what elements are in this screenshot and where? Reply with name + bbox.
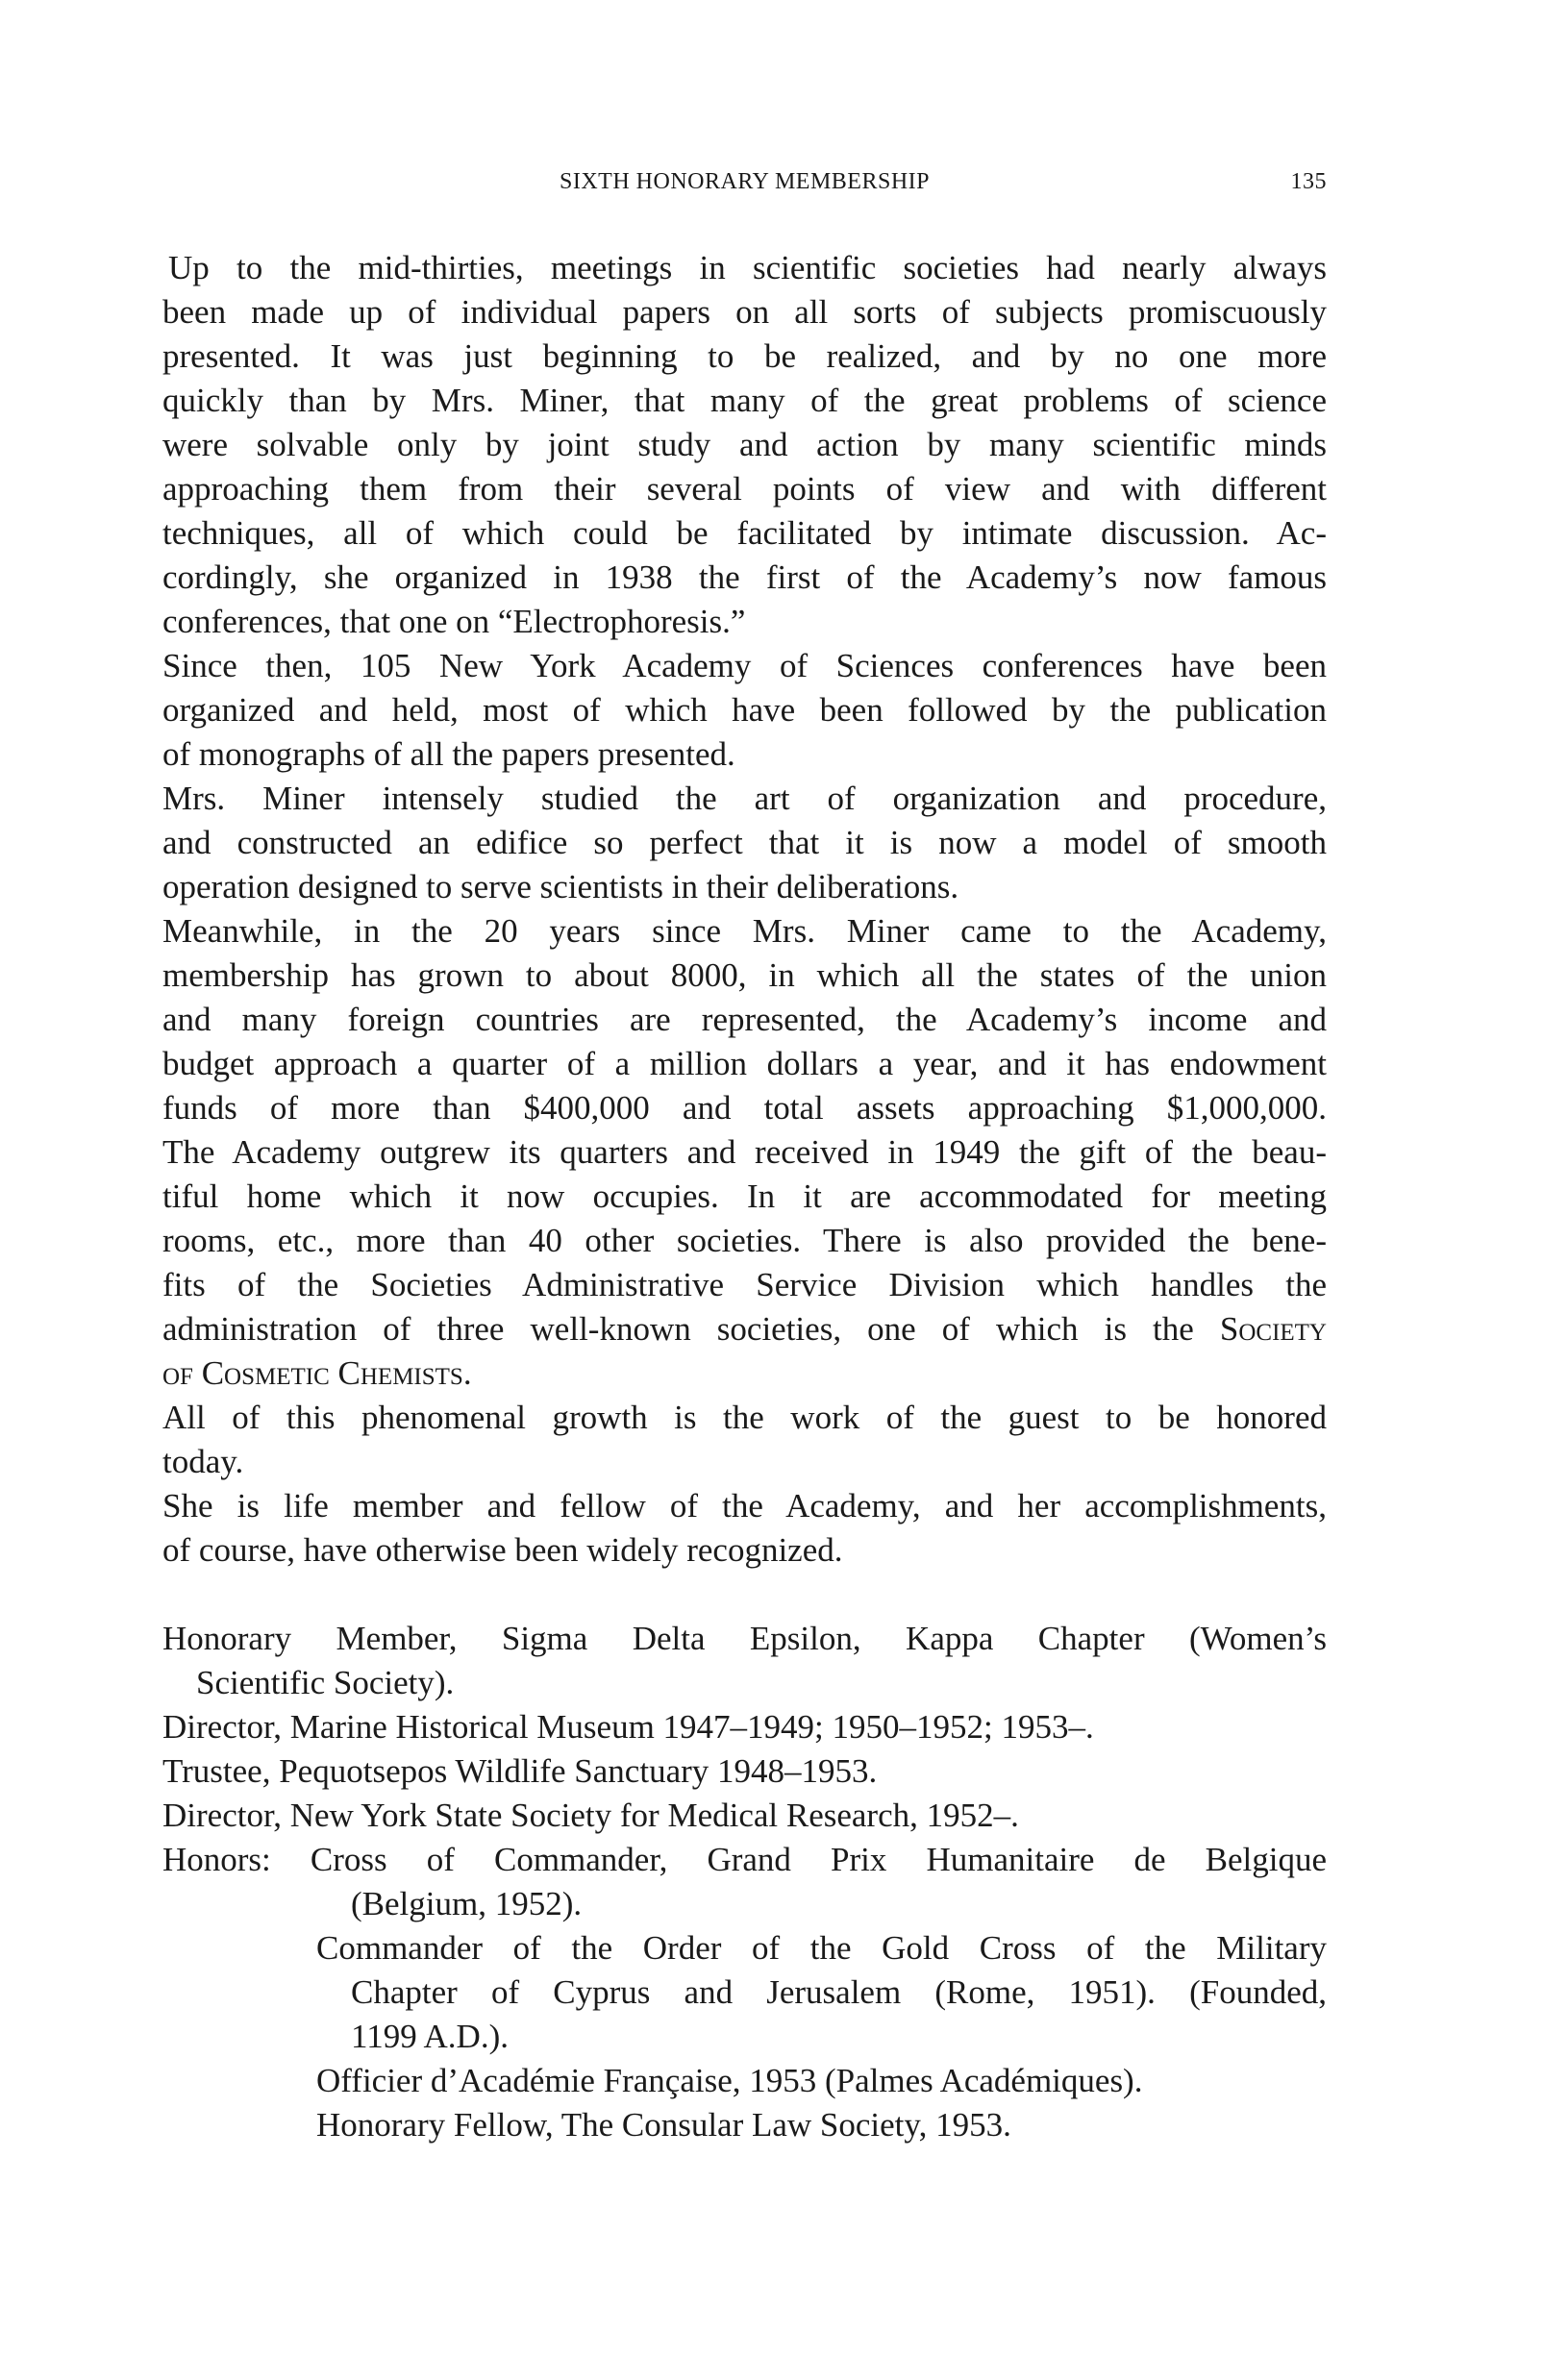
text-line: and many foreign countries are represented, the Academy’s income and [162,1001,1327,1038]
list-item-line: Director, New York State Society for Medical Research, 1952–. [162,1797,1019,1834]
honors-list [162,1617,1327,2147]
list-item-line: Honorary Member, Sigma Delta Epsilon, Kappa Chapter (Women’s [162,1620,1327,1657]
paragraph [162,1396,1327,1484]
small-caps-word: Society [1219,1310,1327,1348]
list-item-line: Officier d’Académie Française, 1953 (Palmes Académiques). [316,2062,1143,2099]
running-head [162,169,1327,202]
text-line: of monographs of all the papers presented. [162,735,735,773]
text-line: membership has grown to about 8000, in which all the states of the union [162,956,1327,994]
text-line: cordingly, she organized in 1938 the first of the Academy’s now famous [162,558,1327,596]
page-number: 135 [1290,169,1327,194]
text-line: approaching them from their several points of view and with different [162,470,1327,508]
paragraph [162,909,1327,1396]
text-line: of Cosmetic Chemists. [162,1354,472,1392]
text-line: were solvable only by joint study and action by many scientific minds [162,426,1327,463]
list-item-line: Chapter of Cyprus and Jerusalem (Rome, 1951). (Founded, [351,1973,1327,2011]
text-line: Mrs. Miner intensely studied the art of organization and procedure, [162,780,1327,817]
text-line: Since then, 105 New York Academy of Sciences conferences have been [162,647,1327,684]
list-item-line: Commander of the Order of the Gold Cross of the Military [316,1929,1327,1967]
text-line: conferences, that one on “Electrophoresis.” [162,603,746,640]
list-item [162,1926,1327,2059]
paragraph [162,246,1327,644]
list-item-line: Director, Marine Historical Museum 1947–1949; 1950–1952; 1953–. [162,1708,1094,1746]
text-line: and constructed an edifice so perfect that it is now a model of smooth [162,824,1327,861]
text-line: today. [162,1443,244,1480]
text-line: quickly than by Mrs. Miner, that many of the great problems of science [162,382,1327,419]
text-line: tiful home which it now occupies. In it are accommodated for meeting [162,1178,1327,1215]
list-item [162,2103,1327,2147]
list-item [162,1749,1327,1794]
list-item-line: (Belgium, 1952). [351,1885,583,1922]
list-item-line: Trustee, Pequotsepos Wildlife Sanctuary 1948–1953. [162,1752,878,1790]
text-line: organized and held, most of which have been followed by the publication [162,691,1327,729]
list-item-line: 1199 A.D.). [351,2018,509,2055]
text-line: budget approach a quarter of a million dollars a year, and it has endowment [162,1045,1327,1082]
text-line: operation designed to serve scientists in their deliberations. [162,868,959,905]
text-line: rooms, etc., more than 40 other societies. There is also provided the bene- [162,1222,1327,1259]
text-line: Up to the mid-thirties, meetings in scientific societies had nearly always [168,249,1327,286]
paragraph [162,644,1327,777]
text-line: She is life member and fellow of the Academy, and her accomplishments, [162,1487,1327,1525]
text-line: funds of more than $400,000 and total assets approaching $1,000,000. [162,1089,1327,1127]
text-line: of course, have otherwise been widely recognized. [162,1531,843,1569]
list-item-line: Honors: Cross of Commander, Grand Prix Humanitaire de Belgique [162,1841,1327,1878]
text-line: The Academy outgrew its quarters and received in 1949 the gift of the beau- [162,1133,1327,1171]
text-line: All of this phenomenal growth is the work of the guest to be honored [162,1399,1327,1436]
list-item [162,1838,1327,1926]
running-head-title: SIXTH HONORARY MEMBERSHIP [560,169,930,194]
list-item-line: Scientific Society). [196,1664,455,1701]
list-item [162,1794,1327,1838]
paragraph [162,1484,1327,1573]
text-line: administration of three well-known societies, one of which is the Society [162,1310,1327,1348]
page-body [162,246,1327,2147]
list-item [162,1617,1327,1705]
list-item-line: Honorary Fellow, The Consular Law Society, 1953. [316,2106,1011,2144]
text-line: presented. It was just beginning to be realized, and by no one more [162,337,1327,375]
text-line: Meanwhile, in the 20 years since Mrs. Miner came to the Academy, [162,912,1327,950]
text-line: been made up of individual papers on all sorts of subjects promiscuously [162,293,1327,331]
text-line: techniques, all of which could be facilitated by intimate discussion. Ac- [162,514,1327,552]
text-line: fits of the Societies Administrative Service Division which handles the [162,1266,1327,1303]
paragraph [162,777,1327,909]
list-item [162,2059,1327,2103]
section-gap [162,1573,1327,1617]
list-item [162,1705,1327,1749]
